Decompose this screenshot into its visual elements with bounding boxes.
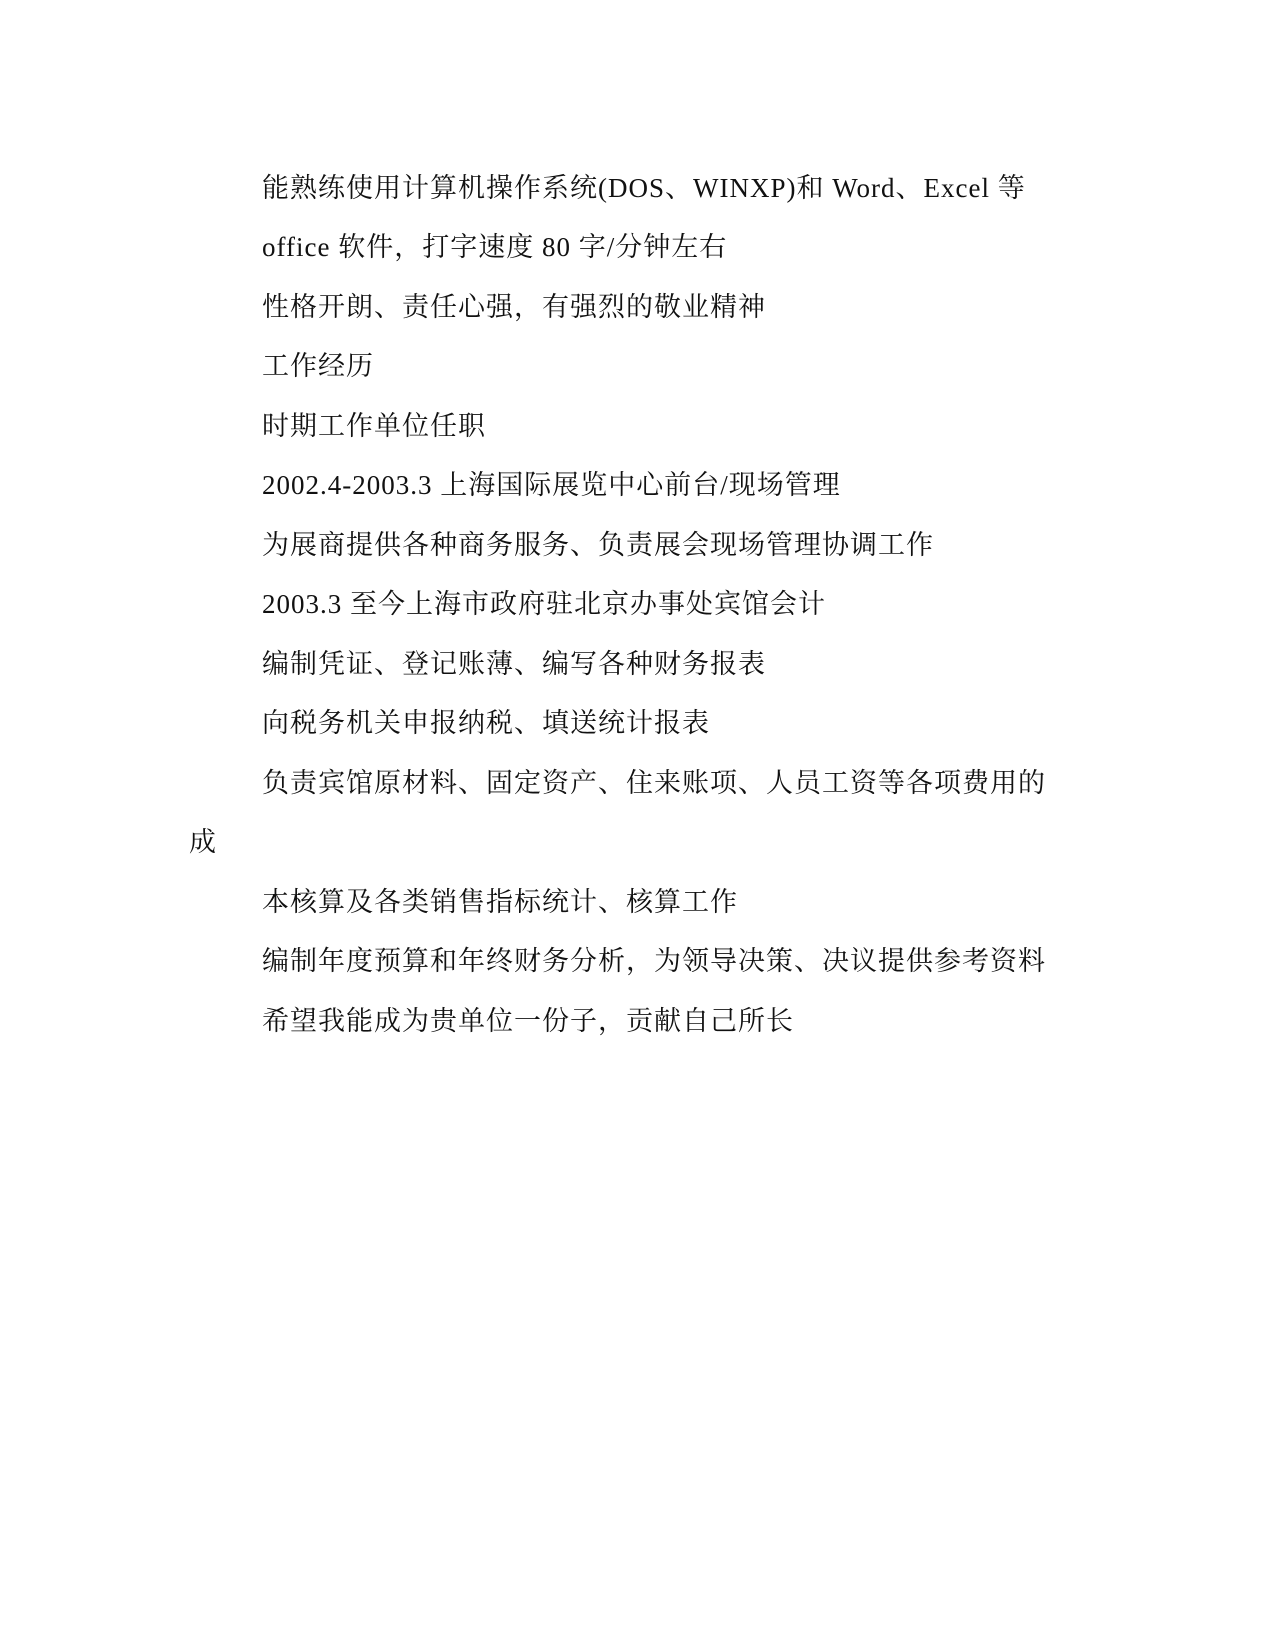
text-line: 为展商提供各种商务服务、负责展会现场管理协调工作 — [262, 530, 934, 560]
text-line: 2003.3 至今上海市政府驻北京办事处宾馆会计 — [262, 589, 826, 619]
text-line: 编制年度预算和年终财务分析，为领导决策、决议提供参考资料 — [262, 946, 1046, 976]
text-line: 负责宾馆原材料、固定资产、住来账项、人员工资等各项费用的 — [262, 768, 1046, 798]
text-line: 工作经历 — [262, 351, 374, 381]
text-line: 向税务机关申报纳税、填送统计报表 — [262, 708, 710, 738]
text-line: 2002.4-2003.3 上海国际展览中心前台/现场管理 — [262, 470, 841, 500]
text-line: 本核算及各类销售指标统计、核算工作 — [262, 887, 738, 917]
text-line: 希望我能成为贵单位一份子，贡献自己所长 — [262, 1006, 794, 1036]
text-line: 编制凭证、登记账薄、编写各种财务报表 — [262, 649, 766, 679]
text-line: 时期工作单位任职 — [262, 411, 486, 441]
text-line: 成 — [189, 827, 217, 857]
text-line: 性格开朗、责任心强，有强烈的敬业精神 — [262, 292, 766, 322]
text-line: office 软件，打字速度 80 字/分钟左右 — [262, 232, 728, 262]
text-line: 能熟练使用计算机操作系统(DOS、WINXP)和 Word、Excel 等 — [262, 173, 1026, 203]
